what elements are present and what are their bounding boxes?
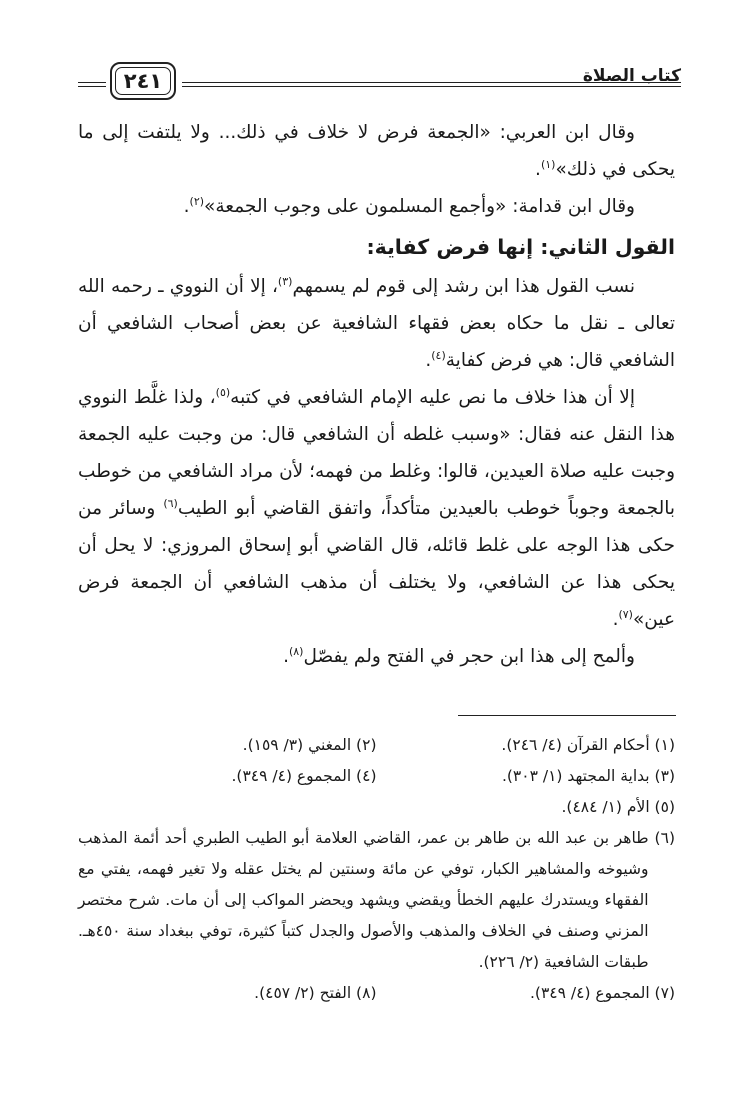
footnote-ref: (٨)	[288, 644, 304, 658]
footnote-row	[78, 730, 675, 761]
main-text	[78, 114, 675, 675]
footnote-4: (٤) المجموع (٤/ ٣٤٩).	[231, 767, 377, 785]
footnote-ref: (١)	[540, 157, 556, 171]
footnote-7: (٧) المجموع (٤/ ٣٤٩).	[529, 984, 675, 1002]
footnote-6-text: طاهر بن عبد الله بن طاهر بن عمر، القاضي العلامة أبو الطيب الطبري أحد أئمة المذهب وشيوخه والمشاهير الكبار، توفي عن مائة وسنتين لم يختل عقله ولا تغير فهمه، يفتي مع الفقهاء ويستدرك عليهم الخطأ ويقضي ويشهد ويحضر المواكب إلى أن مات. شرح مختصر المزني وصنف في الخلاف والمذهب والأصول والجدل كتباً كثيرة، توفي ببغداد سنة ٤٥٠هـ. طبقات الشافعية (٢/ ٢٢٦).	[78, 829, 649, 971]
footnote-ref: (٧)	[618, 607, 633, 621]
book-title: كتاب الصلاة	[582, 66, 681, 86]
footnote-row	[78, 978, 675, 1009]
footnote-1: (١) أحكام القرآن (٤/ ٢٤٦).	[501, 736, 675, 754]
paragraph-ibn-qudama: وقال ابن قدامة: «وأجمع المسلمون على وجوب الجمعة»$^{(٢)}$.	[183, 194, 635, 217]
header-rule-right	[182, 82, 681, 87]
paragraph-ibn-hajar: وألمح إلى هذا ابن حجر في الفتح ولم يفصّل$^{(٨)}$.	[283, 644, 635, 667]
footnote-ref: (٢)	[189, 194, 205, 208]
paragraph-nawawi: إلا أن هذا خلاف ما نص عليه الإمام الشافعي في كتبه$^{(٥)}$، ولذا غلَّط النووي هذا النقل عنه فقال: «وسبب غلطه أن الشافعي قال: من وجبت عليه الجمعة وجبت عليه صلاة العيدين، قالوا: وغلط من فهمه؛ لأن مراد الشافعي من خوطب بالجمعة وجوباً خوطب بالعيدين متأكداً، واتفق القاضي أبو الطيب$^{(٦)}$ وسائر من حكى هذا الوجه على غلط قائله، قال القاضي أبو إسحاق المروزي: لا يحل أن يحكى هذا عن الشافعي، ولا يختلف أن مذهب الشافعي أن الجمعة فرض عين»$^{(٧)}$.	[78, 385, 675, 630]
section-heading: القول الثاني: إنها فرض كفاية:	[366, 235, 675, 259]
footnote-6-number: (٦)	[654, 829, 675, 847]
footnote-3: (٣) بداية المجتهد (١/ ٣٠٣).	[501, 767, 675, 785]
footnote-ref: (٥)	[215, 385, 231, 399]
footnote-5: (٥) الأم (١/ ٤٨٤).	[561, 798, 675, 816]
header-rule-left	[78, 82, 106, 87]
footnote-6	[78, 823, 675, 978]
paragraph-text: إلا أن هذا خلاف ما نص عليه الإمام الشافعي في كتبه	[230, 387, 635, 408]
paragraph-text: نسب القول هذا ابن رشد إلى قوم لم يسمهم	[292, 276, 635, 297]
paragraph-text: وقال ابن العربي: «الجمعة فرض لا خلاف في ذلك... ولا يلتفت إلى ما يحكى في ذلك»	[78, 122, 675, 180]
paragraph-ibn-arabi: وقال ابن العربي: «الجمعة فرض لا خلاف في ذلك... ولا يلتفت إلى ما يحكى في ذلك»$^{(١)}$.	[78, 122, 675, 180]
footnote-ref: (٤)	[431, 348, 446, 362]
footnote-row	[78, 761, 675, 792]
page-number-frame	[110, 62, 176, 100]
paragraph-text: وألمح إلى هذا ابن حجر في الفتح ولم يفصّل	[303, 646, 635, 667]
footnote-2: (٢) المغني (٣/ ١٥٩).	[242, 736, 377, 754]
page-header	[78, 58, 681, 108]
paragraph-ibn-rushd: نسب القول هذا ابن رشد إلى قوم لم يسمهم$^{(٣)}$، إلا أن النووي ـ رحمه الله تعالى ـ نقل ما حكاه بعض فقهاء الشافعية عن بعض أصحاب الشافعي أن الشافعي قال: هي فرض كفاية$^{(٤)}$.	[78, 274, 675, 371]
footnote-8: (٨) الفتح (٢/ ٤٥٧).	[254, 984, 377, 1002]
footnote-ref: (٣)	[277, 274, 293, 288]
footnote-ref: (٦)	[163, 496, 178, 510]
paragraph-text: وقال ابن قدامة: «وأجمع المسلمون على وجوب الجمعة»	[204, 196, 635, 217]
footnotes	[78, 730, 675, 1009]
footnote-separator	[458, 715, 676, 716]
page-number: ٢٤١	[115, 67, 171, 95]
